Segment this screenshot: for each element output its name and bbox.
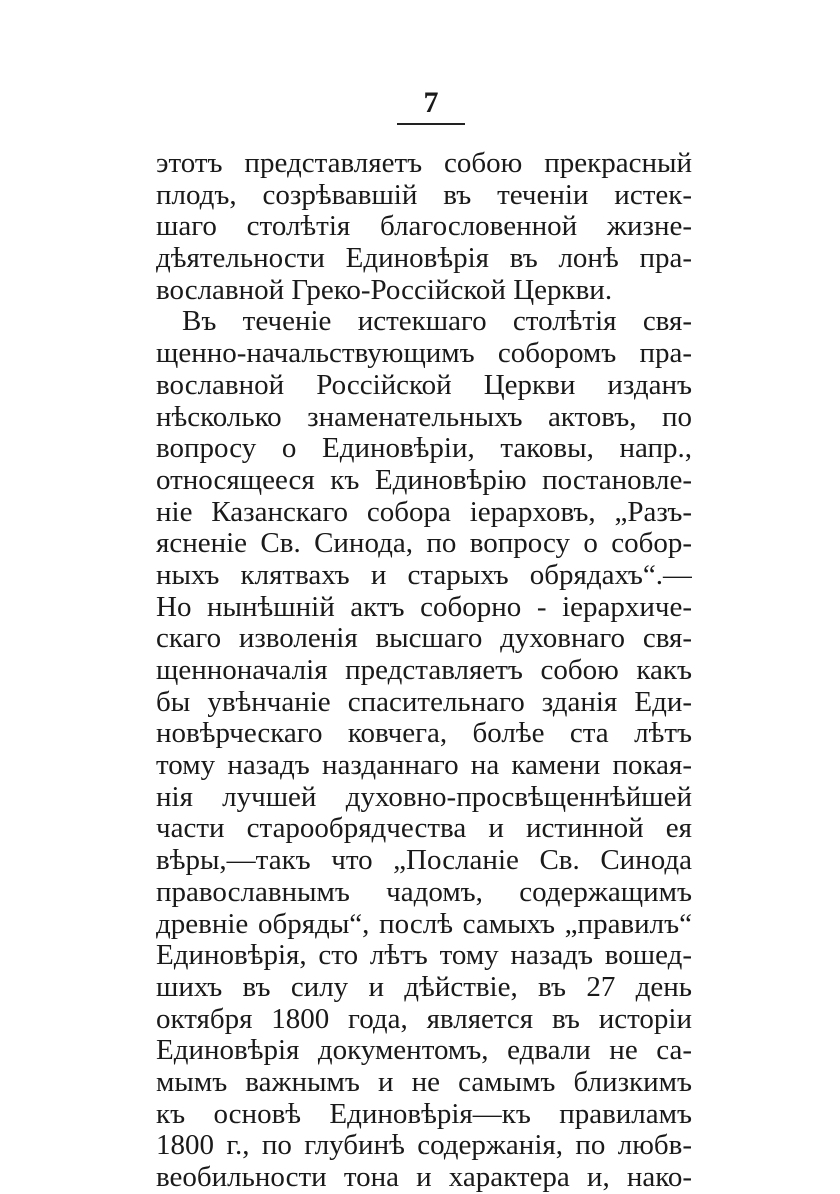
text-line: этотъ представляетъ собою прекрасный bbox=[156, 148, 692, 179]
text-line: щенноначалія представляетъ собою какъ bbox=[156, 655, 692, 686]
text-line: нѣсколько знаменательныхъ актовъ, по bbox=[156, 401, 692, 433]
text-line: Единовѣрія, сто лѣтъ тому назадъ вошед- bbox=[156, 940, 692, 972]
text-line: плодъ, созрѣвавшій въ теченіи истек- bbox=[156, 179, 692, 211]
text-line: 1800 г., по глубинѣ содержанія, по любв- bbox=[156, 1130, 692, 1162]
text-line: нія лучшей духовно-просвѣщеннѣйшей bbox=[156, 781, 692, 813]
body-text bbox=[156, 148, 692, 1194]
text-line: щенно-начальствующимъ соборомъ пра- bbox=[156, 338, 692, 370]
text-line: новѣрческаго ковчега, болѣе ста лѣтъ bbox=[156, 718, 692, 750]
text-line: шихъ въ силу и дѣйствіе, въ 27 день bbox=[156, 971, 692, 1003]
text-line: Единовѣрія документомъ, едвали не са- bbox=[156, 1035, 692, 1067]
text-line: шаго столѣтія благословенной жизне- bbox=[156, 211, 692, 243]
text-line: ныхъ клятвахъ и старыхъ обрядахъ“.— bbox=[156, 559, 692, 591]
text-line: древніе обряды“, послѣ самыхъ „правилъ“ bbox=[156, 908, 692, 940]
text-line: вославной Россійской Церкви изданъ bbox=[156, 369, 692, 401]
text-line: Но нынѣшній актъ соборно - іерархиче- bbox=[156, 591, 692, 623]
text-line: вославной Греко-Россійской Церкви. bbox=[156, 274, 613, 306]
text-line: православнымъ чадомъ, содержащимъ bbox=[156, 876, 692, 908]
page-number-rule bbox=[397, 123, 465, 125]
text-line: къ основѣ Единовѣрія—къ правиламъ bbox=[156, 1098, 692, 1130]
text-line: веобильности тона и характера и, нако- bbox=[156, 1162, 692, 1193]
text-line: ніе Казанскаго собора іерарховъ, „Разъ- bbox=[156, 496, 692, 528]
text-line: ясненіе Св. Синода, по вопросу о собор- bbox=[156, 528, 692, 560]
text-line: октября 1800 года, является въ исторіи bbox=[156, 1003, 692, 1035]
text-line: относящееся къ Единовѣрію постановле- bbox=[156, 464, 692, 496]
text-line: мымъ важнымъ и не самымъ близкимъ bbox=[156, 1066, 692, 1098]
text-line: Въ теченіе истекшаго столѣтія свя- bbox=[182, 306, 692, 338]
text-line: вопросу о Единовѣріи, таковы, напр., bbox=[156, 433, 692, 465]
text-line: части старообрядчества и истинной ея bbox=[156, 813, 692, 845]
text-line: бы увѣнчаніе спасительнаго зданія Еди- bbox=[156, 686, 692, 718]
text-line: тому назадъ назданнаго на камени покая- bbox=[156, 750, 692, 782]
page-number: 7 bbox=[423, 86, 439, 119]
text-line: вѣры,—такъ что „Посланіе Св. Синода bbox=[156, 845, 692, 877]
text-line: дѣятельности Единовѣрія въ лонѣ пра- bbox=[156, 243, 692, 275]
text-line: скаго изволенія высшаго духовнаго свя- bbox=[156, 623, 692, 655]
